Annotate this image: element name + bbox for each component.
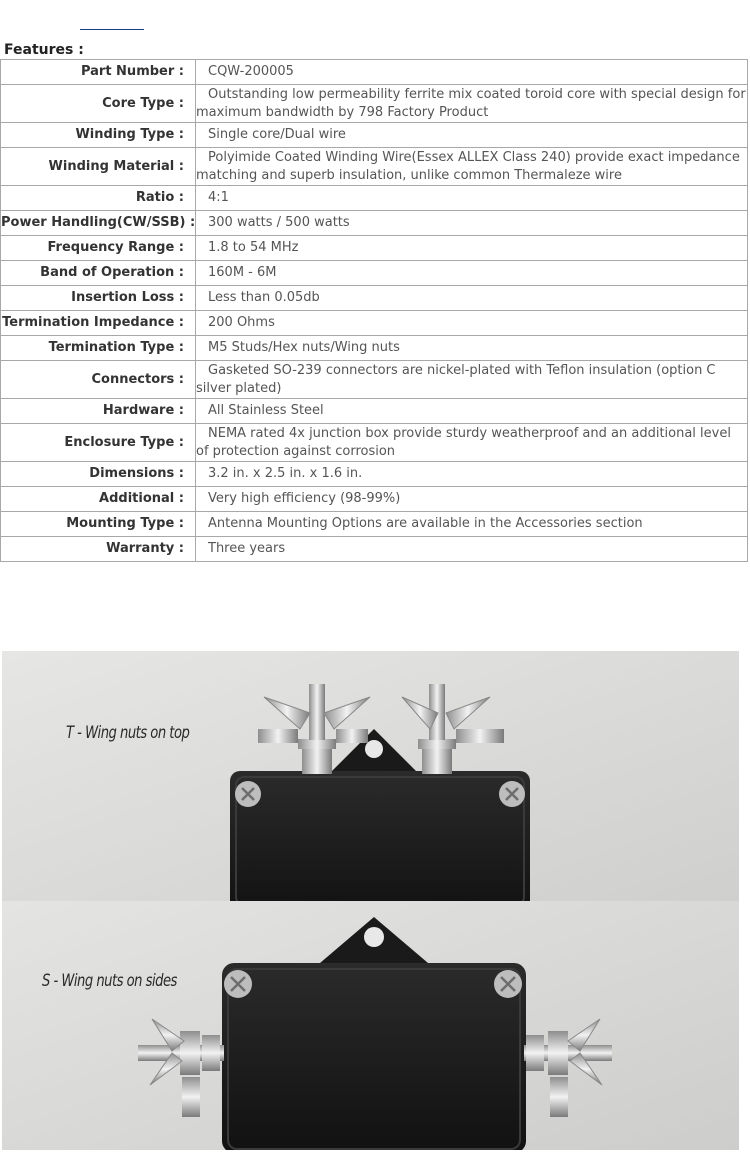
spec-row xyxy=(1,261,748,286)
spec-row xyxy=(1,236,748,261)
spec-value: 3.2 in. x 2.5 in. x 1.6 in. xyxy=(196,462,748,487)
spec-value: All Stainless Steel xyxy=(196,399,748,424)
spec-row xyxy=(1,537,748,562)
screw-icon xyxy=(224,970,252,998)
spec-label: Winding Material : xyxy=(1,148,196,186)
spec-row xyxy=(1,424,748,462)
spec-label: Part Number : xyxy=(1,60,196,85)
spec-row xyxy=(1,487,748,512)
spec-label: Dimensions : xyxy=(1,462,196,487)
screw-icon xyxy=(499,781,525,807)
spec-value: NEMA rated 4x junction box provide sturdy weatherproof and an additional level of protection against corrosion xyxy=(196,424,748,462)
spec-row xyxy=(1,399,748,424)
spec-value: Gasketed SO-239 connectors are nickel-plated with Teflon insulation (option C silver plated) xyxy=(196,361,748,399)
spec-value: M5 Studs/Hex nuts/Wing nuts xyxy=(196,336,748,361)
spec-label: Additional : xyxy=(1,487,196,512)
spec-label: Ratio : xyxy=(1,186,196,211)
spec-label: Mounting Type : xyxy=(1,512,196,537)
spec-label: Termination Impedance : xyxy=(1,311,196,336)
spec-value: CQW-200005 xyxy=(196,60,748,85)
spec-label: Enclosure Type : xyxy=(1,424,196,462)
spec-row xyxy=(1,123,748,148)
spec-label: Hardware : xyxy=(1,399,196,424)
spec-row xyxy=(1,361,748,399)
spec-label: Termination Type : xyxy=(1,336,196,361)
features-heading: Features : xyxy=(4,42,84,58)
spec-value: Three years xyxy=(196,537,748,562)
spec-value: 1.8 to 54 MHz xyxy=(196,236,748,261)
spec-label: Winding Type : xyxy=(1,123,196,148)
spec-row xyxy=(1,512,748,537)
spec-label: Band of Operation : xyxy=(1,261,196,286)
spec-row xyxy=(1,60,748,85)
top-link-underline[interactable] xyxy=(80,29,144,30)
spec-row xyxy=(1,85,748,123)
spec-label: Insertion Loss : xyxy=(1,286,196,311)
spec-value: Single core/Dual wire xyxy=(196,123,748,148)
product-photo-side-wing-nuts xyxy=(2,901,739,1150)
caption-wing-nuts-sides: S - Wing nuts on sides xyxy=(42,971,177,991)
spec-value: Very high efficiency (98-99%) xyxy=(196,487,748,512)
spec-row xyxy=(1,148,748,186)
spec-value: Polyimide Coated Winding Wire(Essex ALLEX Class 240) provide exact impedance matching and superb insulation, unlike common Thermaleze wire xyxy=(196,148,748,186)
spec-row xyxy=(1,211,748,236)
spec-value: Less than 0.05db xyxy=(196,286,748,311)
spec-value: 300 watts / 500 watts xyxy=(196,211,748,236)
screw-icon xyxy=(235,781,261,807)
spec-label: Frequency Range : xyxy=(1,236,196,261)
spec-row xyxy=(1,286,748,311)
specifications-table xyxy=(0,59,748,562)
spec-label: Warranty : xyxy=(1,537,196,562)
spec-row xyxy=(1,336,748,361)
caption-wing-nuts-top: T - Wing nuts on top xyxy=(66,723,190,743)
spec-label: Power Handling(CW/SSB) : xyxy=(1,211,196,236)
spec-value: 4:1 xyxy=(196,186,748,211)
screw-icon xyxy=(494,970,522,998)
spec-value: 160M - 6M xyxy=(196,261,748,286)
spec-row xyxy=(1,186,748,211)
spec-value: 200 Ohms xyxy=(196,311,748,336)
spec-value: Outstanding low permeability ferrite mix coated toroid core with special design for maximum bandwidth by 798 Factory Product xyxy=(196,85,748,123)
product-photo-top-wing-nuts xyxy=(2,651,739,901)
spec-row xyxy=(1,462,748,487)
spec-label: Core Type : xyxy=(1,85,196,123)
spec-row xyxy=(1,311,748,336)
spec-label: Connectors : xyxy=(1,361,196,399)
spec-value: Antenna Mounting Options are available in the Accessories section xyxy=(196,512,748,537)
